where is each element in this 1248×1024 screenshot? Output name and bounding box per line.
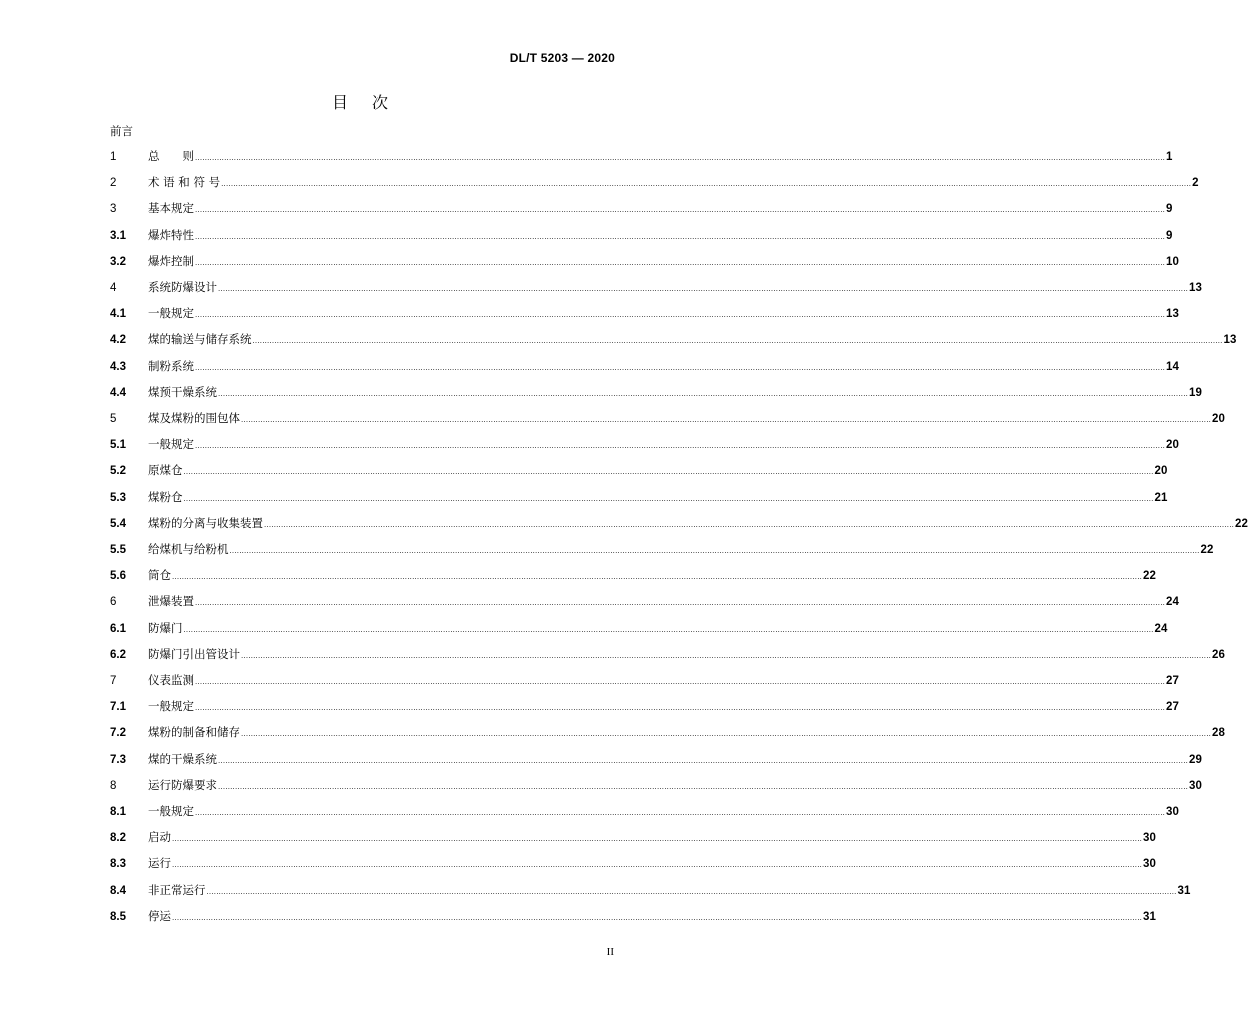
toc-dot-leader: ................................................................................................................................................................................................................................................................................................................................................................................................................ <box>195 311 1166 320</box>
toc-entry-title: 运行防爆要求 <box>148 777 217 792</box>
toc-entry-number: 5.4 <box>110 517 126 530</box>
toc-entry[interactable] <box>110 200 1173 216</box>
toc-dot-leader: ................................................................................................................................................................................................................................................................................................................................................................................................................ <box>172 861 1143 870</box>
toc-entry-page: 13 <box>1166 308 1179 321</box>
toc-entry-number: 6 <box>110 596 117 609</box>
toc-entry-page: 20 <box>1166 439 1179 452</box>
toc-entry-page: 30 <box>1143 858 1156 871</box>
toc-entry-page: 22 <box>1200 544 1214 556</box>
toc-entry-number: 7.2 <box>110 727 126 740</box>
toc-dot-leader: ................................................................................................................................................................................................................................................................................................................................................................................................................ <box>183 494 1154 503</box>
toc-entry[interactable] <box>110 305 1179 321</box>
toc-dot-leader: ................................................................................................................................................................................................................................................................................................................................................................................................................ <box>195 809 1166 817</box>
toc-entry-number: 5.2 <box>110 465 126 478</box>
toc-entry-title: 防爆门 <box>148 620 183 635</box>
toc-entry-title: 泄爆装置 <box>148 594 194 609</box>
toc-entry-title: 一般规定 <box>148 306 194 321</box>
toc-dot-leader: ................................................................................................................................................................................................................................................................................................................................................................................................................ <box>241 651 1212 660</box>
toc-entry-title: 防爆门引出管设计 <box>148 646 240 661</box>
toc-entry-number: 5.6 <box>110 570 126 583</box>
toc-dot-leader: ................................................................................................................................................................................................................................................................................................................................................................................................................ <box>195 442 1166 451</box>
toc-entry-page: 10 <box>1166 255 1179 268</box>
toc-entry-title: 基本规定 <box>148 201 194 216</box>
toc-entry-page: 20 <box>1154 465 1168 478</box>
toc-entry-title: 仪表监测 <box>148 673 194 687</box>
toc-dot-leader: ................................................................................................................................................................................................................................................................................................................................................................................................................ <box>206 887 1177 896</box>
toc-dot-leader: ................................................................................................................................................................................................................................................................................................................................................................................................................ <box>218 389 1189 398</box>
toc-entry-title: 运行 <box>148 856 171 871</box>
title-char-2: 次 <box>372 93 393 112</box>
toc-entry[interactable] <box>110 908 1156 924</box>
toc-entry-page: 21 <box>1154 491 1168 504</box>
toc-entry[interactable] <box>110 751 1202 767</box>
toc-entry[interactable] <box>110 698 1179 714</box>
toc-dot-leader: ................................................................................................................................................................................................................................................................................................................................................................................................................ <box>264 520 1235 529</box>
toc-dot-leader: ................................................................................................................................................................................................................................................................................................................................................................................................................ <box>195 206 1166 215</box>
toc-entry-number: 4.1 <box>110 308 126 321</box>
toc-entry-page: 30 <box>1143 832 1156 845</box>
toc-entry-number: 6.2 <box>110 648 126 661</box>
toc-dot-leader: ................................................................................................................................................................................................................................................................................................................................................................................................................ <box>218 782 1189 791</box>
toc-entry[interactable] <box>110 331 1237 347</box>
toc-entry-number: 8.1 <box>110 806 126 818</box>
toc-entry-number: 2 <box>110 177 117 190</box>
toc-entry-title: 一般规定 <box>148 437 194 452</box>
page-title <box>0 90 724 113</box>
toc-entry[interactable] <box>110 777 1202 793</box>
toc-entry-page: 13 <box>1189 282 1202 294</box>
toc-entry[interactable] <box>110 253 1179 269</box>
toc-entry-page: 27 <box>1166 701 1179 714</box>
toc-entry-number: 8.2 <box>110 832 126 845</box>
toc-entry-number: 5.5 <box>110 544 126 556</box>
toc-dot-leader: ................................................................................................................................................................................................................................................................................................................................................................................................................ <box>183 625 1154 634</box>
toc-entry[interactable] <box>110 227 1173 243</box>
toc-entry[interactable] <box>110 882 1191 898</box>
toc-entry[interactable] <box>110 174 1199 190</box>
toc-dot-leader: ................................................................................................................................................................................................................................................................................................................................................................................................................ <box>195 232 1166 241</box>
toc-entry-page: 30 <box>1166 806 1179 818</box>
toc-entry-page: 22 <box>1143 570 1156 583</box>
toc-entry-page: 31 <box>1177 884 1191 897</box>
toc-entry-page: 28 <box>1212 727 1225 740</box>
toc-entry[interactable] <box>110 855 1156 871</box>
toc-entry[interactable] <box>110 436 1179 452</box>
toc-entry[interactable] <box>110 593 1179 609</box>
toc-entry-title: 停运 <box>148 908 171 923</box>
toc-entry-number: 5.3 <box>110 491 126 504</box>
toc-entry-number: 4.3 <box>110 360 126 373</box>
toc-entry-number: 5 <box>110 413 117 425</box>
toc-entry-page: 9 <box>1166 203 1173 216</box>
toc-entry-title: 煤预干燥系统 <box>148 384 217 399</box>
toc-entry-number: 7.1 <box>110 701 126 714</box>
toc-entry-page: 24 <box>1166 596 1179 609</box>
toc-dot-leader: ................................................................................................................................................................................................................................................................................................................................................................................................................ <box>241 416 1212 424</box>
toc-entry-number: 4 <box>110 282 117 294</box>
toc-entry-title: 一般规定 <box>148 804 194 818</box>
toc-entry-number: 3.2 <box>110 255 126 268</box>
toc-entry[interactable] <box>110 567 1156 583</box>
toc-entry[interactable] <box>110 541 1214 557</box>
toc-entry-page: 27 <box>1166 675 1179 687</box>
toc-dot-leader: ................................................................................................................................................................................................................................................................................................................................................................................................................ <box>218 285 1189 293</box>
toc-entry-number: 1 <box>110 151 117 163</box>
toc-entry[interactable] <box>110 358 1179 374</box>
toc-entry-title: 原煤仓 <box>148 463 183 478</box>
toc-dot-leader: ................................................................................................................................................................................................................................................................................................................................................................................................................ <box>218 756 1189 765</box>
toc-entry-title: 非正常运行 <box>148 882 206 897</box>
toc-dot-leader: ................................................................................................................................................................................................................................................................................................................................................................................................................ <box>229 547 1200 555</box>
toc-entry-page: 26 <box>1212 648 1225 661</box>
toc-entry[interactable] <box>110 620 1168 636</box>
toc-entry[interactable] <box>110 148 1173 164</box>
toc-entry[interactable] <box>110 724 1225 740</box>
toc-entry-number: 7 <box>110 675 117 687</box>
toc-entry-number: 7.3 <box>110 753 126 766</box>
toc-entry-page: 13 <box>1223 334 1237 347</box>
toc-entry-number: 6.1 <box>110 622 126 635</box>
toc-entry-title: 筒仓 <box>148 568 171 583</box>
toc-entry-page: 14 <box>1166 360 1179 373</box>
toc-entry-title: 术 语 和 符 号 <box>148 175 221 190</box>
page-number: II <box>606 946 614 958</box>
toc-entry-page: 31 <box>1143 910 1156 923</box>
toc-entry-page: 9 <box>1166 229 1173 242</box>
toc-dot-leader: ................................................................................................................................................................................................................................................................................................................................................................................................................ <box>172 913 1143 922</box>
toc-entry-title: 给煤机与给粉机 <box>148 542 229 556</box>
toc-dot-leader: ................................................................................................................................................................................................................................................................................................................................................................................................................ <box>195 678 1166 686</box>
toc-entry-title: 煤粉的分离与收集装置 <box>148 515 263 530</box>
toc-dot-leader: ................................................................................................................................................................................................................................................................................................................................................................................................................ <box>221 180 1192 189</box>
toc-dot-leader: ................................................................................................................................................................................................................................................................................................................................................................................................................ <box>195 258 1166 267</box>
toc-entry[interactable] <box>110 646 1225 662</box>
toc-dot-leader: ................................................................................................................................................................................................................................................................................................................................................................................................................ <box>183 468 1154 477</box>
toc-entry-page: 30 <box>1189 779 1202 792</box>
toc-entry-page: 24 <box>1154 622 1168 635</box>
toc-entry-number: 4.4 <box>110 386 126 399</box>
toc-entry[interactable] <box>110 829 1156 845</box>
toc-entry-title: 爆炸控制 <box>148 253 194 268</box>
toc-dot-leader: ................................................................................................................................................................................................................................................................................................................................................................................................................ <box>195 363 1166 372</box>
toc-entry[interactable] <box>110 462 1168 478</box>
toc-entry-number: 4.2 <box>110 334 126 347</box>
toc-entry-number: 3.1 <box>110 229 126 242</box>
toc-entry[interactable] <box>110 489 1168 505</box>
toc-entry-number: 8.4 <box>110 884 126 897</box>
toc-entry-number: 5.1 <box>110 439 126 452</box>
toc-entry-page: 29 <box>1189 753 1202 766</box>
toc-dot-leader: ................................................................................................................................................................................................................................................................................................................................................................................................................ <box>172 835 1143 844</box>
toc-entry[interactable] <box>110 803 1179 819</box>
toc-entry-page: 1 <box>1166 151 1173 163</box>
toc-entry-page: 22 <box>1235 517 1248 530</box>
toc-entry-title: 煤的输送与储存系统 <box>148 332 252 347</box>
toc-entry-title: 总 则 <box>148 149 194 163</box>
toc-entry-number: 8.5 <box>110 910 126 923</box>
toc-dot-leader: ................................................................................................................................................................................................................................................................................................................................................................................................................ <box>241 730 1212 739</box>
title-char-1: 目 <box>331 93 352 112</box>
toc-entry-title: 煤粉的制备和储存 <box>148 725 240 740</box>
toc-entry-page: 2 <box>1192 177 1199 190</box>
toc-dot-leader: ................................................................................................................................................................................................................................................................................................................................................................................................................ <box>195 599 1166 608</box>
toc-entry-page: 20 <box>1212 413 1225 425</box>
toc-entry[interactable] <box>110 515 1248 531</box>
toc-entry-title: 系统防爆设计 <box>148 280 217 294</box>
toc-entry-title: 煤及煤粉的围包体 <box>148 411 240 425</box>
toc-entry[interactable] <box>110 279 1202 295</box>
toc-entry[interactable] <box>110 672 1179 688</box>
toc-entry-title: 煤的干燥系统 <box>148 751 217 766</box>
toc-entry-number: 8 <box>110 779 117 792</box>
document-code: DL/T 5203 — 2020 <box>509 51 615 65</box>
toc-entry-number: 8.3 <box>110 858 126 871</box>
toc-preface-entry[interactable]: 前言 <box>110 124 133 138</box>
toc-entry-page: 19 <box>1189 386 1202 399</box>
toc-dot-leader: ................................................................................................................................................................................................................................................................................................................................................................................................................ <box>172 573 1143 582</box>
toc-entry[interactable] <box>110 384 1202 400</box>
toc-dot-leader: ................................................................................................................................................................................................................................................................................................................................................................................................................ <box>195 154 1166 162</box>
toc-entry-title: 煤粉仓 <box>148 489 183 504</box>
toc-entry-title: 启动 <box>148 830 171 845</box>
toc-dot-leader: ................................................................................................................................................................................................................................................................................................................................................................................................................ <box>252 337 1223 346</box>
toc-entry[interactable] <box>110 410 1225 426</box>
toc-entry-title: 制粉系统 <box>148 358 194 373</box>
toc-entry-number: 3 <box>110 203 117 216</box>
toc-entry-title: 爆炸特性 <box>148 227 194 242</box>
toc-entry-title: 一般规定 <box>148 699 194 714</box>
toc-dot-leader: ................................................................................................................................................................................................................................................................................................................................................................................................................ <box>195 704 1166 713</box>
